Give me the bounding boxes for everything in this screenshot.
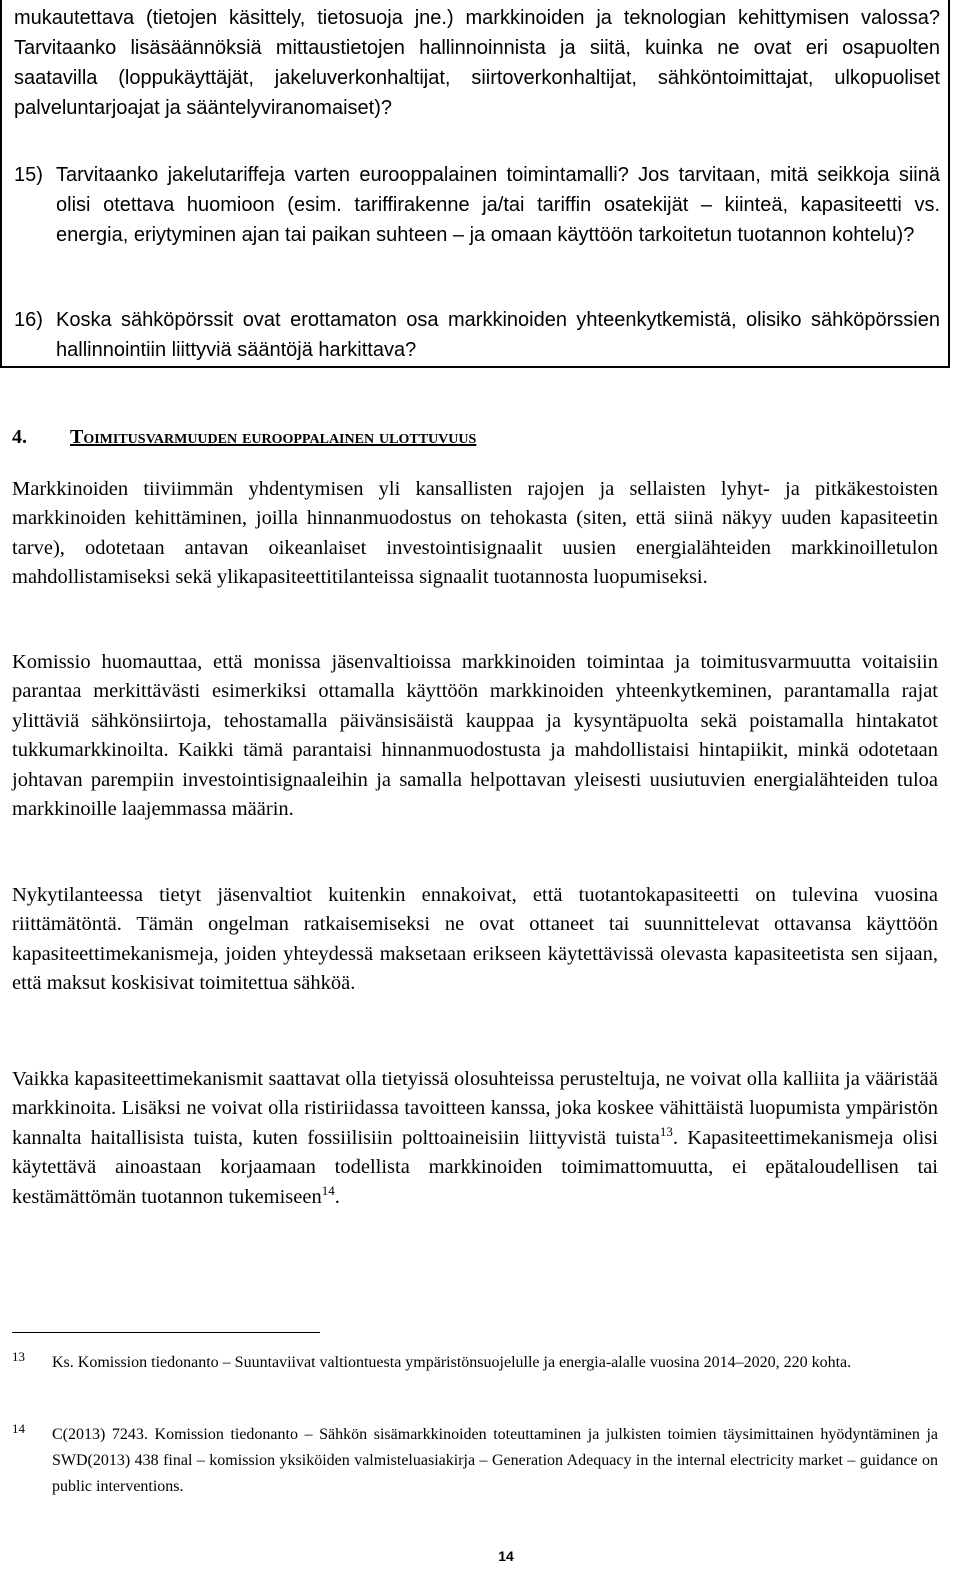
paragraph-text: . (334, 1185, 340, 1208)
question-16 (14, 305, 940, 365)
question-text: Tarvitaanko jakelutariffeja varten eurooppalainen toimintamalli? Jos tarvitaan, mitä seikkoja siinä olisi otettava huomioon (esim. tariffirakenne ja/tai tariffin osatekijät – kiinteä, kapasiteetti vs. energia, eriytyminen ajan tai paikan suhteen – ja omaan käyttöön tarkoitetun tuotannon kohtelu)? (56, 164, 940, 246)
body-paragraph: Markkinoiden tiiviimmän yhdentymisen yli kansallisten rajojen ja sellaisten lyhyt- ja pitkäkestoisten markkinoiden kehittäminen, joilla hinnanmuodostus on tehokasta (siten, että siinä näkyy uuden kapasiteetin tarve), odotetaan antavan oikeanlaiset investointisignaalit uusien energialähteiden markkinoilletulon mahdollistamiseksi sekä ylikapasiteettitilanteissa signaalit tuotannosta luopumiseksi. (12, 478, 938, 589)
paragraph-text: . Kapasiteettimekanismeja olisi käytettävä ainoastaan korjaamaan todellista markkinoiden toimimattomuutta, ei epätaloudellisen tai kestämättömän tuotannon tukemiseen (12, 1126, 938, 1208)
footnote-reference[interactable]: 14 (321, 1182, 335, 1198)
question-number: 15) (14, 164, 43, 186)
question-continuation-text: mukautettava (tietojen käsittely, tietosuoja jne.) markkinoiden ja teknologian kehittymisen valossa? Tarvitaanko lisäsäännöksiä mittaustietojen hallinnoinnista ja siitä, kuinka ne ovat eri osapuolten saatavilla (loppukäyttäjät, jakeluverkonhaltijat, siirtoverkonhaltijat, sähköntoimittajat, ulkopuoliset palveluntarjoajat ja sääntelyviranomaiset)? (14, 7, 940, 119)
section-number: 4. (12, 426, 27, 448)
page-number: 14 (498, 1548, 514, 1564)
question-15 (14, 160, 940, 250)
footnote (12, 1350, 938, 1376)
question-text: Koska sähköpörssit ovat erottamaton osa markkinoiden yhteenkytkemistä, olisiko sähköpörssien hallinnointiin liittyviä sääntöjä harkittava? (56, 309, 940, 361)
body-paragraph: Komissio huomauttaa, että monissa jäsenvaltioissa markkinoiden toimintaa ja toimitusvarmuutta voitaisiin parantaa merkittävästi esimerkiksi ottamalla käyttöön markkinoiden yhteenkytkeminen, parantamalla rajat ylittäviä sähkönsiirtoja, tehostamalla päivänsisäistä kauppaa ja kysyntäpuolta sekä poistamalla hintakatot tukkumarkkinoilta. Kaikki tämä parantaisi hinnanmuodostusta ja mahdollistaisi hintapiikit, minkä odotetaan johtavan parempiin investointisignaaleihin ja samalla helpottavan yleisesti uusiutuvien energialähteiden tuloa markkinoille laajemmassa määrin. (12, 651, 938, 821)
paragraph-text: Vaikka kapasiteettimekanismit saattavat olla tietyissä olosuhteissa perusteltuja, ne voivat olla kalliita ja vääristää markkinoita. Lisäksi ne voivat olla ristiriidassa tavoitteen kanssa, joka koskee vähittäistä luopumista ympäristön kannalta haitallisista tuista, kuten fossiilisiin polttoaineisiin liittyvistä tuista (12, 1068, 938, 1149)
body-paragraph: Nykytilanteessa tietyt jäsenvaltiot kuitenkin ennakoivat, että tuotantokapasiteetti on tulevina vuosina riittämätöntä. Tämän ongelman ratkaisemiseksi ne ovat ottaneet tai suunnittelevat ottavansa käyttöön kapasiteettimekanismeja, joiden yhteydessä maksetaan erikseen käytettävissä olevasta kapasiteetista sen sijaan, että maksut koskisivat toimitettua sähköä. (12, 884, 938, 995)
footnote-reference[interactable]: 13 (659, 1123, 673, 1139)
consultation-questions-box (0, 0, 950, 368)
footnote-text: Ks. Komission tiedonanto – Suuntaviivat valtiontuesta ympäristönsuojelulle ja energia-alalle vuosina 2014–2020, 220 kohta. (52, 1354, 852, 1371)
question-number: 16) (14, 309, 43, 331)
footnote-separator (12, 1332, 320, 1333)
footnote-number: 14 (12, 1421, 25, 1436)
body-paragraph (12, 1065, 938, 1212)
footnote-number: 13 (12, 1349, 25, 1364)
footnote-text: C(2013) 7243. Komission tiedonanto – Sähkön sisämarkkinoiden toteuttaminen ja julkisten toimien täysimittainen hyödyntäminen ja SWD(2013) 438 final – komission yksiköiden valmisteluasiakirja – Generation Adequacy in the internal electricity market – guidance on public interventions. (52, 1426, 938, 1495)
footnote (12, 1422, 938, 1500)
section-title: Toimitusvarmuuden eurooppalainen ulottuvuus (70, 426, 477, 448)
